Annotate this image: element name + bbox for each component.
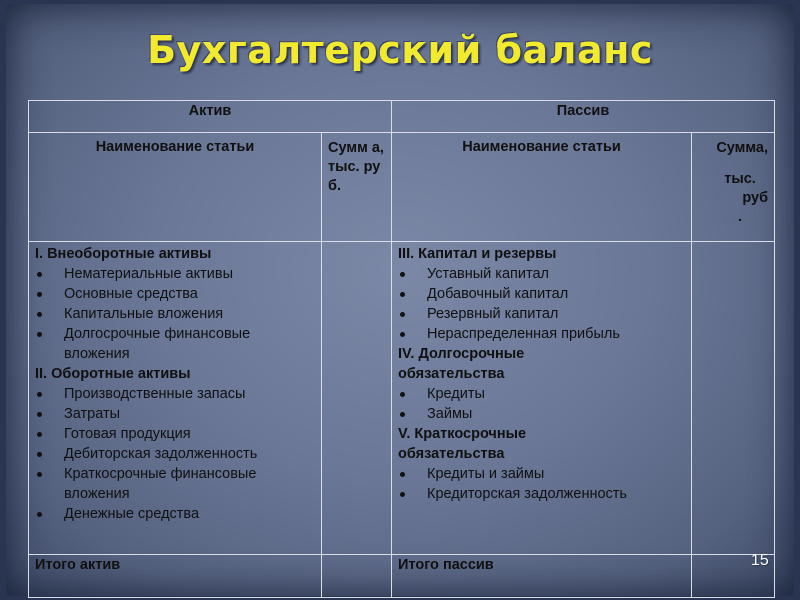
liability-sum-line-2: тыс. [724, 171, 756, 187]
list-item: Кредиты [398, 384, 685, 404]
list-item: Кредиты и займы [398, 464, 685, 484]
list-item: Капитальные вложения [35, 304, 315, 324]
list-item: Готовая продукция [35, 424, 315, 444]
header-row [29, 101, 775, 133]
liability-sum-line-4: . [738, 209, 743, 225]
liability-sum-line-1: Сумма, [716, 140, 769, 156]
section-heading: I. Внеоборотные активы [35, 246, 212, 262]
liability-items-cell [392, 242, 692, 555]
total-assets-value [322, 555, 392, 598]
page-number: 15 [751, 552, 769, 569]
list-item: Затраты [35, 404, 315, 424]
asset-items-cell [29, 242, 322, 555]
list-item: Уставный капитал [398, 264, 685, 284]
list-item: Краткосрочные финансовые вложения [35, 464, 315, 504]
liability-sum-line-3: руб [742, 190, 769, 206]
list-item: Нематериальные активы [35, 264, 315, 284]
items-row [29, 242, 775, 555]
totals-row [29, 555, 775, 598]
section-heading: IV. Долгосрочные обязательства [398, 346, 525, 382]
asset-list-1 [35, 264, 315, 364]
asset-header: Актив [29, 101, 392, 133]
liability-list-5 [398, 464, 685, 504]
list-item: Резервный капитал [398, 304, 685, 324]
list-item: Добавочный капитал [398, 284, 685, 304]
section-heading: V. Краткосрочные обязательства [398, 426, 527, 462]
section-heading: III. Капитал и резервы [398, 246, 557, 262]
list-item: Денежные средства [35, 504, 315, 524]
slide-title: Бухгалтерский баланс [147, 28, 653, 72]
asset-list-2 [35, 384, 315, 524]
list-item: Кредиторская задолженность [398, 484, 685, 504]
liability-list-4 [398, 384, 685, 424]
subheader-row [29, 133, 775, 242]
list-item: Займы [398, 404, 685, 424]
balance-table [28, 100, 775, 598]
section-heading: II. Оборотные активы [35, 366, 191, 382]
total-liabilities-label: Итого пассив [392, 555, 692, 598]
total-assets-label: Итого актив [29, 555, 322, 598]
liability-header: Пассив [392, 101, 775, 133]
asset-name-column-header: Наименование статьи [29, 133, 322, 242]
liability-sum-column-header [692, 133, 775, 242]
list-item: Основные средства [35, 284, 315, 304]
asset-sum-column-label: Сумм а, тыс. руб. [328, 140, 384, 194]
list-item: Производственные запасы [35, 384, 315, 404]
list-item: Долгосрочные финансовые вложения [35, 324, 315, 364]
asset-sum-column-header [322, 133, 392, 242]
liability-name-column-header: Наименование статьи [392, 133, 692, 242]
asset-sum-cell [322, 242, 392, 555]
list-item: Дебиторская задолженность [35, 444, 315, 464]
liability-list-3 [398, 264, 685, 344]
liability-sum-cell [692, 242, 775, 555]
list-item: Нераспределенная прибыль [398, 324, 685, 344]
